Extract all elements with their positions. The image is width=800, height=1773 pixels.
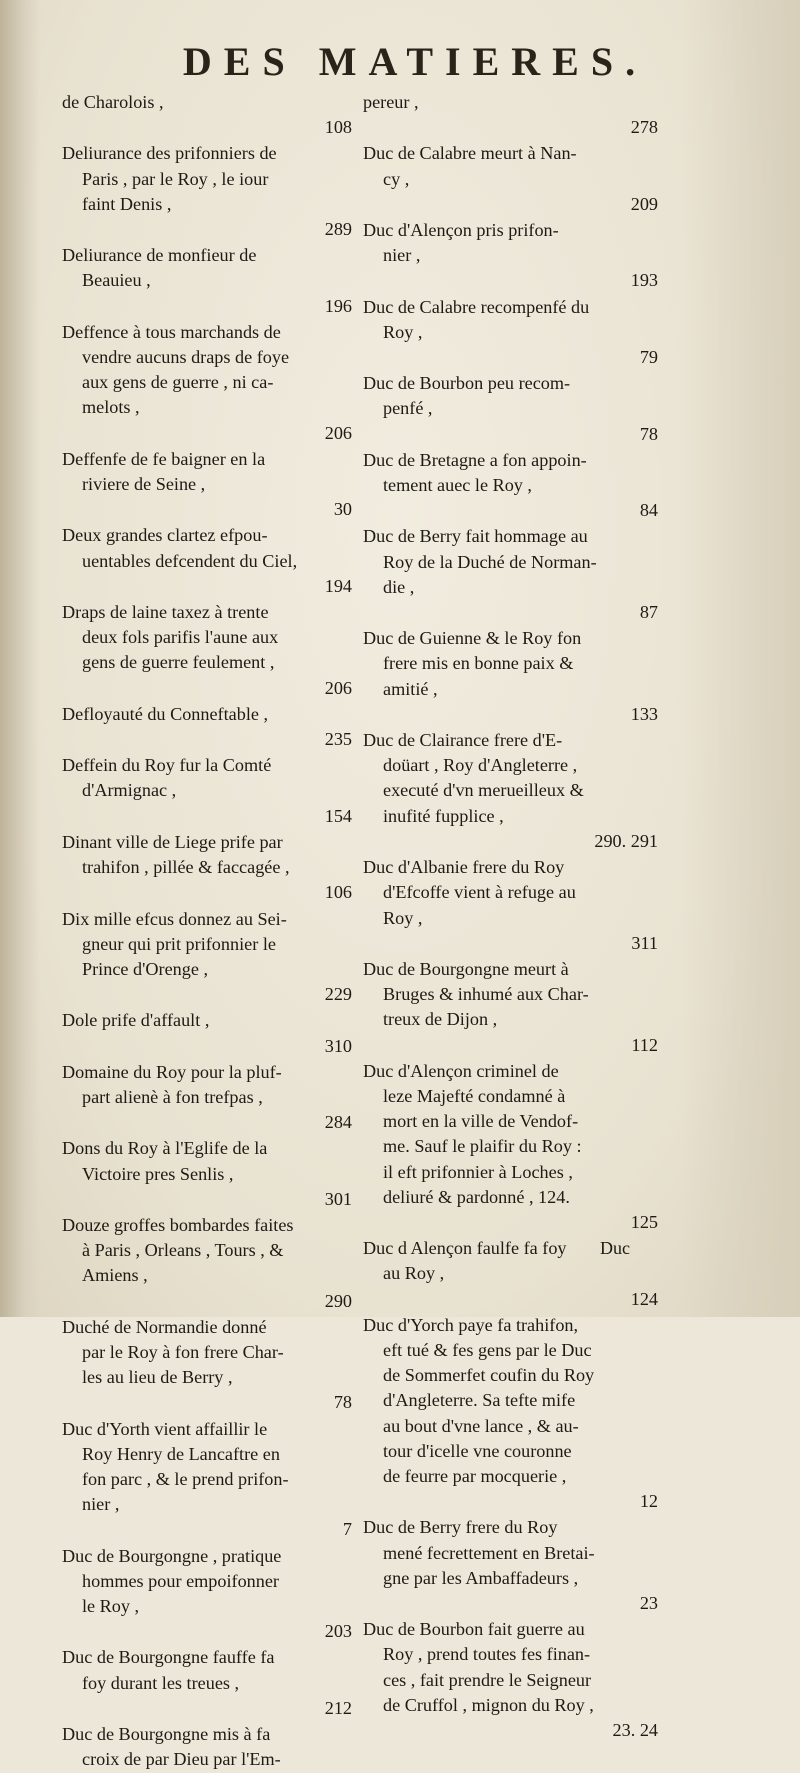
entry-line: deliuré & pardonné , 124. bbox=[383, 1186, 570, 1207]
page-number: 124 bbox=[630, 1288, 658, 1309]
index-entry bbox=[363, 295, 668, 371]
index-entry bbox=[62, 1060, 362, 1136]
entry-line: Roy , bbox=[383, 321, 423, 342]
entry-line: par le Roy à fon frere Char- bbox=[82, 1341, 284, 1362]
entry-line: Duc de Bourgongne fauffe fa bbox=[62, 1647, 275, 1668]
entry-line: Beauieu , bbox=[82, 270, 151, 291]
entry-line: inufité fupplice , bbox=[383, 805, 504, 826]
index-entry bbox=[363, 141, 668, 217]
index-column-right bbox=[363, 90, 668, 1744]
index-entry bbox=[62, 1417, 362, 1543]
entry-line: Defloyauté du Conneftable , bbox=[62, 703, 269, 724]
entry-line: riviere de Seine , bbox=[82, 474, 206, 495]
page-number: 78 bbox=[333, 1392, 352, 1413]
index-entry bbox=[363, 626, 668, 727]
page-number: 79 bbox=[639, 347, 658, 368]
entry-line: Duc de Bourgongne meurt à bbox=[363, 958, 569, 979]
entry-line: les au lieu de Berry , bbox=[82, 1367, 233, 1388]
entry-line: mené fecrettement en Bretai- bbox=[383, 1542, 595, 1563]
index-entry bbox=[363, 90, 668, 140]
page-number: 78 bbox=[639, 423, 658, 444]
page-number: 112 bbox=[631, 1034, 658, 1055]
entry-line: Draps de laine taxez à trente bbox=[62, 602, 269, 623]
page-number: 289 bbox=[324, 219, 352, 240]
page-number: 290 bbox=[324, 1290, 352, 1311]
entry-line: Amiens , bbox=[82, 1265, 148, 1286]
entry-line: Duc de Bretagne a fon appoin- bbox=[363, 449, 587, 470]
page-number: 7 bbox=[342, 1519, 352, 1540]
entry-line: Victoire pres Senlis , bbox=[82, 1163, 234, 1184]
entry-line: melots , bbox=[82, 397, 140, 418]
entry-line: Deliurance de monfieur de bbox=[62, 245, 257, 266]
index-entry bbox=[62, 830, 362, 906]
entry-line: de feurre par mocquerie , bbox=[383, 1465, 567, 1486]
entry-line: Duc de Guienne & le Roy fon bbox=[363, 628, 582, 649]
entry-line: Dix mille efcus donnez au Sei- bbox=[62, 908, 287, 929]
entry-line: Duc de Bourbon fait guerre au bbox=[363, 1619, 585, 1640]
entry-line: Duc de Bourgongne , pratique bbox=[62, 1545, 282, 1566]
entry-line: Roy , prend toutes fes finan- bbox=[383, 1644, 591, 1665]
page-number: 84 bbox=[639, 500, 658, 521]
page-number: 23. 24 bbox=[612, 1720, 658, 1740]
index-entry bbox=[363, 957, 668, 1058]
entry-line: gens de guerre feulement , bbox=[82, 652, 275, 673]
entry-line: tour d'icelle vne couronne bbox=[383, 1440, 572, 1461]
index-entry bbox=[62, 1008, 362, 1058]
entry-line: Prince d'Orenge , bbox=[82, 958, 208, 979]
index-entry bbox=[363, 1617, 668, 1743]
entry-line: au bout d'vne lance , & au- bbox=[383, 1415, 579, 1436]
entry-line: gneur qui prit prifonnier le bbox=[82, 933, 276, 954]
entry-line: Duc d'Yorth vient affaillir le bbox=[62, 1418, 268, 1439]
entry-line: Deliurance des prifonniers de bbox=[62, 143, 277, 164]
index-entry bbox=[363, 1313, 668, 1515]
entry-line: trahifon , pillée & faccagée , bbox=[82, 857, 290, 878]
entry-line: de Sommerfet coufin du Roy bbox=[383, 1365, 595, 1386]
index-entry bbox=[62, 1315, 362, 1416]
page-edge-left bbox=[0, 0, 40, 1317]
entry-line: Duc de Bourbon peu recom- bbox=[363, 373, 571, 394]
entry-line: Deux grandes clartez efpou- bbox=[62, 525, 268, 546]
page-number: 206 bbox=[324, 422, 352, 443]
page-number: 290. 291 bbox=[594, 830, 658, 851]
entry-line: mort en la ville de Vendof- bbox=[383, 1111, 579, 1132]
index-entry bbox=[62, 1645, 362, 1721]
entry-line: le Roy , bbox=[82, 1595, 140, 1616]
entry-line: foy durant les treues , bbox=[82, 1672, 240, 1693]
entry-line: gne par les Ambaffadeurs , bbox=[383, 1567, 579, 1588]
entry-line: frere mis en bonne paix & bbox=[383, 653, 574, 674]
index-entry bbox=[363, 1515, 668, 1616]
entry-line: penfé , bbox=[383, 398, 433, 419]
page-number: 206 bbox=[324, 677, 352, 698]
entry-line: il eft prifonnier à Loches , bbox=[383, 1161, 573, 1182]
entry-line: me. Sauf le plaifir du Roy : bbox=[383, 1136, 582, 1157]
page-title: DES MATIERES. bbox=[182, 39, 648, 84]
entry-line: Roy , bbox=[383, 907, 423, 928]
page-number: 193 bbox=[630, 270, 658, 291]
index-entry bbox=[363, 524, 668, 625]
entry-line: deux fols parifis l'aune aux bbox=[82, 627, 279, 648]
entry-line: nier , bbox=[82, 1494, 120, 1515]
entry-line: Duc d'Alençon criminel de bbox=[363, 1060, 559, 1081]
entry-line: part alienè à fon trefpas , bbox=[82, 1086, 263, 1107]
entry-line: Dinant ville de Liege prife par bbox=[62, 831, 283, 852]
entry-line: de Charolois , bbox=[62, 92, 164, 112]
entry-line: Duc de Calabre meurt à Nan- bbox=[363, 143, 577, 164]
index-column-left bbox=[62, 90, 362, 1773]
page-edge-right bbox=[680, 0, 800, 1317]
index-entry bbox=[363, 218, 668, 294]
entry-line: à Paris , Orleans , Tours , & bbox=[82, 1240, 284, 1261]
entry-line: executé d'vn merueilleux & bbox=[383, 780, 584, 801]
entry-line: Bruges & inhumé aux Char- bbox=[383, 984, 589, 1005]
entry-line: Duc de Berry frere du Roy bbox=[363, 1517, 558, 1538]
entry-line: Duc d'Yorch paye fa trahifon, bbox=[363, 1314, 579, 1335]
page-number: 125 bbox=[630, 1211, 658, 1232]
index-entry bbox=[62, 1722, 362, 1772]
entry-line: pereur , bbox=[363, 92, 419, 112]
entry-line: Domaine du Roy pour la pluf- bbox=[62, 1061, 282, 1082]
page-number: 194 bbox=[324, 575, 352, 596]
entry-line: Duc d Alençon faulfe fa foy bbox=[363, 1238, 567, 1259]
entry-line: croix de par Dieu par l'Em- bbox=[82, 1749, 281, 1770]
page-number: 133 bbox=[630, 703, 658, 724]
index-entry bbox=[363, 855, 668, 956]
entry-line: de Cruffol , mignon du Roy , bbox=[383, 1694, 594, 1715]
entry-line: Roy Henry de Lancaftre en bbox=[82, 1443, 280, 1464]
entry-line: uentables defcendent du Ciel, bbox=[82, 550, 298, 571]
entry-line: d'Efcoffe vient à refuge au bbox=[383, 882, 576, 903]
page-number: 87 bbox=[639, 602, 658, 623]
index-entry bbox=[363, 728, 668, 854]
entry-line: d'Angleterre. Sa tefte mife bbox=[383, 1390, 576, 1411]
entry-line: die , bbox=[383, 576, 415, 597]
index-entry bbox=[62, 447, 362, 523]
index-entry bbox=[363, 1059, 668, 1235]
entry-line: doüart , Roy d'Angleterre , bbox=[383, 755, 578, 776]
entry-line: Deffenfe de fe baigner en la bbox=[62, 448, 266, 469]
entry-line: Deffein du Roy fur la Comté bbox=[62, 755, 272, 776]
entry-line: d'Armignac , bbox=[82, 780, 177, 801]
entry-line: treux de Dijon , bbox=[383, 1009, 498, 1030]
entry-line: Duc de Bourgongne mis à fa bbox=[62, 1724, 271, 1744]
index-entry bbox=[363, 371, 668, 447]
page-number: 203 bbox=[324, 1621, 352, 1642]
catchword: Duc bbox=[600, 1238, 630, 1258]
entry-line: Dons du Roy à l'Eglife de la bbox=[62, 1138, 268, 1159]
index-entry bbox=[62, 753, 362, 829]
entry-line: Duc d'Alençon pris prifon- bbox=[363, 220, 559, 241]
page-number: 30 bbox=[333, 499, 352, 520]
entry-line: Duc d'Albanie frere du Roy bbox=[363, 857, 565, 878]
entry-line: aux gens de guerre , ni ca- bbox=[82, 372, 274, 393]
index-entry bbox=[62, 1136, 362, 1212]
entry-line: au Roy , bbox=[383, 1263, 445, 1284]
index-entry bbox=[62, 90, 362, 140]
index-entry bbox=[62, 907, 362, 1008]
index-entry bbox=[363, 448, 668, 524]
entry-line: fon parc , & le prend prifon- bbox=[82, 1468, 289, 1489]
index-entry bbox=[62, 600, 362, 701]
page-number: 209 bbox=[630, 193, 658, 214]
entry-line: Duc de Berry fait hommage au bbox=[363, 526, 588, 547]
entry-line: amitié , bbox=[383, 678, 438, 699]
entry-line: cy , bbox=[383, 168, 410, 189]
entry-line: Paris , par le Roy , le iour bbox=[82, 168, 269, 189]
page-number: 301 bbox=[324, 1188, 352, 1209]
entry-line: vendre aucuns draps de foye bbox=[82, 347, 290, 368]
index-entry bbox=[62, 1213, 362, 1314]
page-number: 235 bbox=[324, 729, 352, 750]
entry-line: tement auec le Roy , bbox=[383, 475, 532, 496]
entry-line: Duc de Clairance frere d'E- bbox=[363, 730, 563, 751]
entry-line: ces , fait prendre le Seigneur bbox=[383, 1669, 592, 1690]
entry-line: Deffence à tous marchands de bbox=[62, 321, 281, 342]
page-number: 12 bbox=[639, 1491, 658, 1512]
entry-line: hommes pour empoifonner bbox=[82, 1570, 279, 1591]
index-entry bbox=[62, 320, 362, 446]
entry-line: Douze groffes bombardes faites bbox=[62, 1214, 294, 1235]
page-number: 284 bbox=[324, 1112, 352, 1133]
entry-line: Dole prife d'affault , bbox=[62, 1010, 210, 1031]
page-number: 229 bbox=[324, 984, 352, 1005]
page-number: 154 bbox=[324, 805, 352, 826]
page-number: 196 bbox=[324, 295, 352, 316]
page-number: 278 bbox=[630, 117, 658, 138]
page-number: 310 bbox=[324, 1035, 352, 1056]
page-number: 212 bbox=[324, 1697, 352, 1718]
page-number: 106 bbox=[324, 882, 352, 903]
index-entry bbox=[62, 243, 362, 319]
index-entry bbox=[62, 523, 362, 599]
index-entry bbox=[62, 141, 362, 242]
entry-line: leze Majefté condamné à bbox=[383, 1085, 566, 1106]
entry-line: Roy de la Duché de Norman- bbox=[383, 551, 597, 572]
entry-line: faint Denis , bbox=[82, 193, 172, 214]
entry-line: Duc de Calabre recompenfé du bbox=[363, 296, 590, 317]
entry-line: Duché de Normandie donné bbox=[62, 1316, 267, 1337]
index-entry bbox=[62, 702, 362, 752]
page-number: 23 bbox=[639, 1592, 658, 1613]
entry-line: nier , bbox=[383, 245, 421, 266]
entry-line: eft tué & fes gens par le Duc bbox=[383, 1339, 592, 1360]
index-entry bbox=[62, 1544, 362, 1645]
page-number: 311 bbox=[631, 932, 658, 953]
page-number: 108 bbox=[324, 117, 352, 138]
